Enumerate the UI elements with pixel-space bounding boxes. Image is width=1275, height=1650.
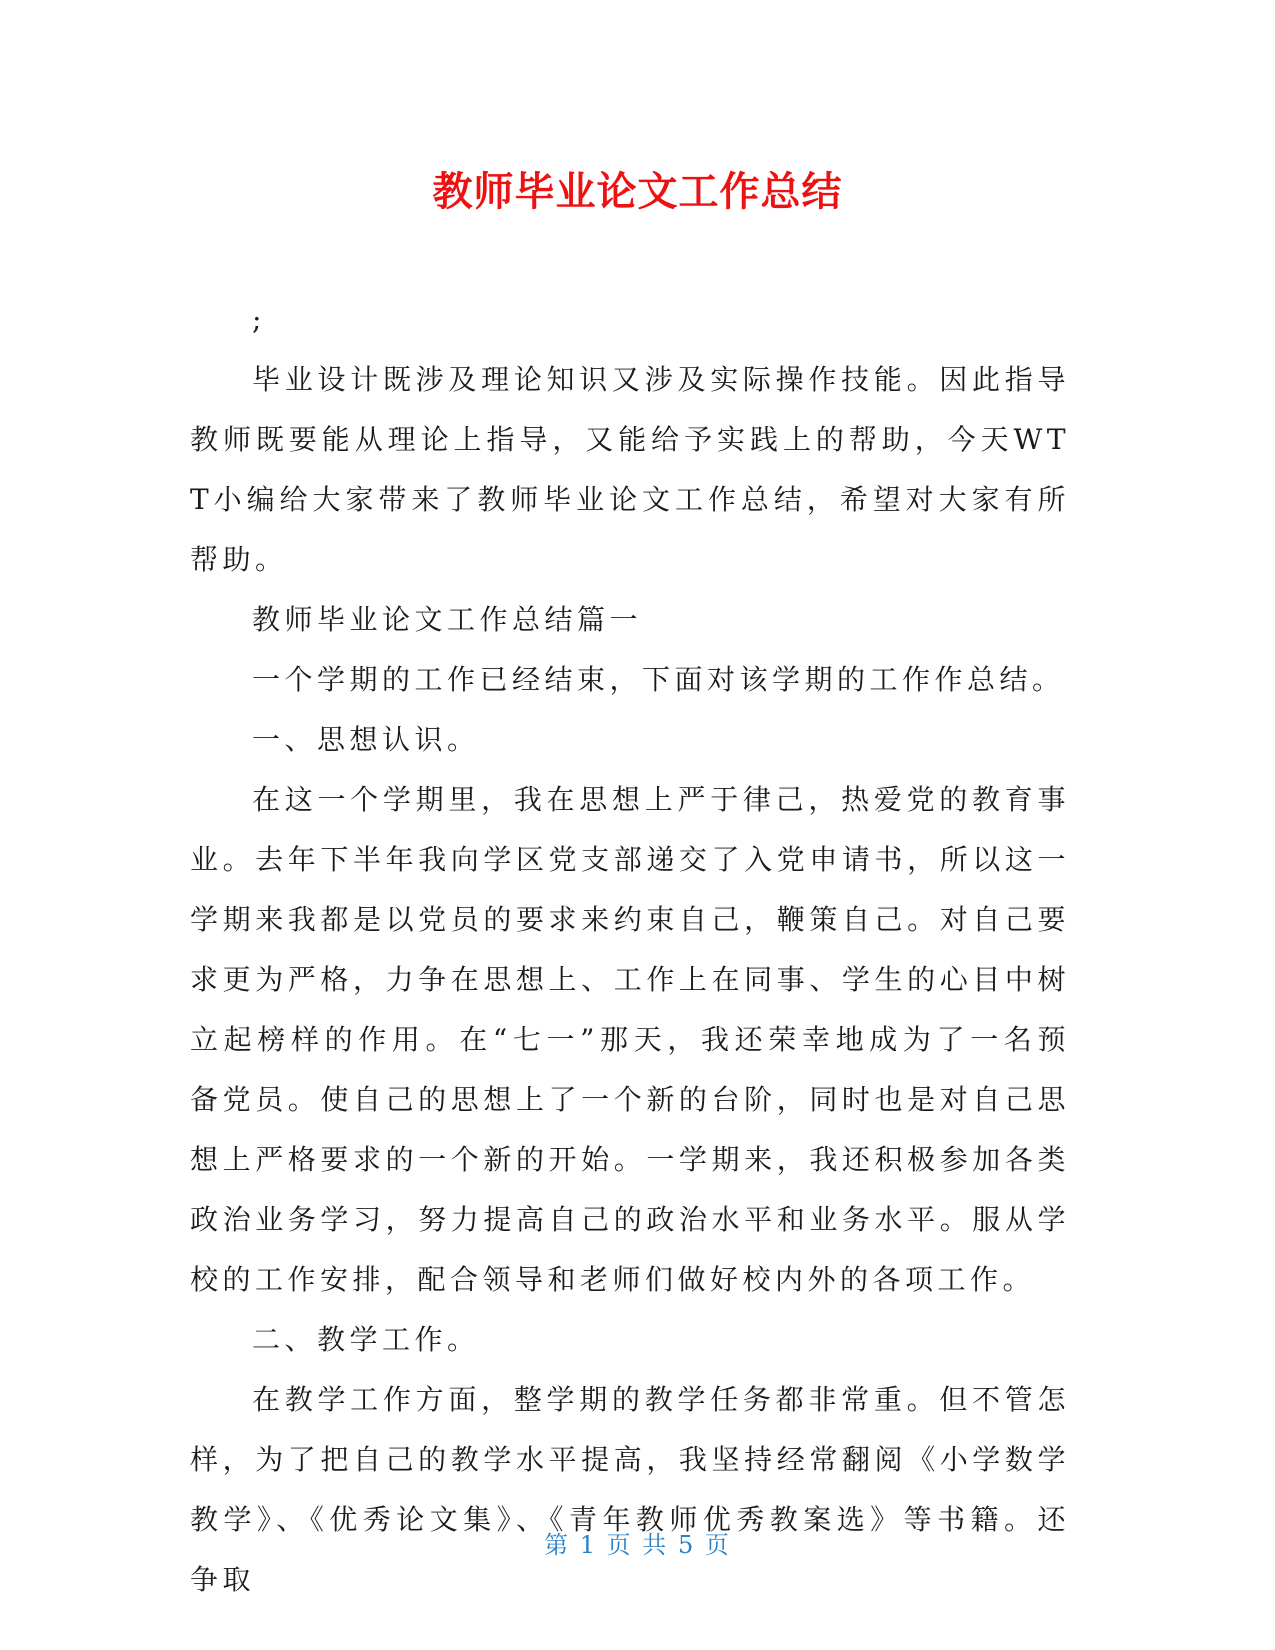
page-footer — [0, 1525, 1275, 1560]
paragraph-intro: 毕业设计既涉及理论知识又涉及实际操作技能。因此指导教师既要能从理论上指导，又能给予实践上的帮助，今天WTT小编给大家带来了教师毕业论文工作总结，希望对大家有所帮助。 — [190, 363, 1070, 576]
document-title: 教师毕业论文工作总结 — [432, 169, 843, 215]
section-heading-part-one: 教师毕业论文工作总结篇一 — [252, 603, 643, 636]
paragraph-0: ; — [252, 303, 266, 336]
section-heading-teaching: 二、教学工作。 — [252, 1323, 480, 1356]
document-body — [190, 290, 1070, 1610]
footer-current-page: 1 — [579, 1531, 598, 1559]
paragraph-teaching: 在教学工作方面，整学期的教学任务都非常重。但不管怎样，为了把自己的教学水平提高，我坚持经常翻阅《小学数学教学》、《优秀论文集》、《青年教师优秀教案选》等书籍。还争取 — [190, 1383, 1070, 1596]
paragraph-opening: 一个学期的工作已经结束，下面对该学期的工作作总结。 — [252, 663, 1065, 696]
footer-suffix: 页 — [704, 1531, 731, 1559]
footer-total-pages: 5 — [677, 1531, 696, 1559]
footer-prefix: 第 — [544, 1531, 571, 1559]
section-heading-ideology: 一、思想认识。 — [252, 723, 480, 756]
footer-mid: 页 共 — [606, 1531, 669, 1559]
paragraph-ideology: 在这一个学期里，我在思想上严于律己，热爱党的教育事业。去年下半年我向学区党支部递交了入党申请书，所以这一学期来我都是以党员的要求来约束自己，鞭策自己。对自己要求更为严格，力争在思想上、工作上在同事、学生的心目中树立起榜样的作用。在“七一”那天，我还荣幸地成为了一名预备党员。使自己的思想上了一个新的台阶，同时也是对自己思想上严格要求的一个新的开始。一学期来，我还积极参加各类政治业务学习，努力提高自己的政治水平和业务水平。服从学校的工作安排，配合领导和老师们做好校内外的各项工作。 — [190, 783, 1070, 1296]
